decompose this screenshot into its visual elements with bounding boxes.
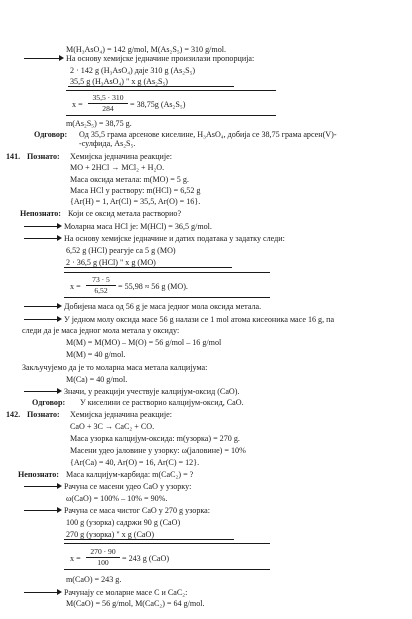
formula-x: x = bbox=[70, 282, 81, 291]
answer-text: Од 35,5 грама арсенове киселине, H₃AsO₄, добија се 38,75 грама арсен(V)- bbox=[79, 130, 337, 139]
text-line: На основу хемијске једначине произилази пропорција: bbox=[66, 54, 255, 63]
problem-number: 141. bbox=[6, 152, 21, 161]
text-line: Хемијска једначина реакције: bbox=[70, 410, 172, 419]
fraction-numerator: 35,5 · 310 bbox=[92, 93, 124, 102]
proportion-line: 100 g (узорка) садржи 90 g (CaO) bbox=[66, 518, 181, 527]
text-line: Рачуна се маса чистог CaO у 270 g узорка: bbox=[64, 506, 211, 515]
equation: CaO + 3C → CaC₂ + CO. bbox=[70, 422, 155, 431]
proportion-line: 270 g (узорка) " x g (CaO) bbox=[66, 530, 155, 539]
arrow-icon bbox=[24, 387, 62, 396]
text-line: Добијена маса од 56 g је маса једног мола оксида метала. bbox=[64, 302, 262, 311]
arrow-icon bbox=[24, 482, 62, 491]
text-line: m(CaO) = 243 g. bbox=[66, 575, 122, 584]
formula-result: = 55,98 ≈ 56 g (MO). bbox=[118, 282, 188, 291]
known-label: Познато: bbox=[27, 152, 60, 161]
text-line: M(M) = 40 g/mol. bbox=[66, 350, 126, 359]
underline bbox=[64, 267, 232, 268]
underline bbox=[64, 539, 234, 540]
proportion-line: 2 · 36,5 g (HCl) " x g (MO) bbox=[66, 258, 156, 267]
equation: MO + 2HCl → MCl₂ + H₂O. bbox=[70, 163, 165, 172]
text-line: Значи, у реакцији учествује калцијум-оксид (CaO). bbox=[64, 387, 240, 396]
proportion-line: 2 · 142 g (H₃AsO₄) даје 310 g (As₂S₅) bbox=[70, 66, 196, 75]
text-line: Маса узорка калцијум-оксида: m(узорка) = 270 g. bbox=[70, 434, 240, 443]
arrow-icon bbox=[24, 54, 64, 63]
formula-x: x = bbox=[70, 554, 81, 563]
text-line: M(CaO) = 56 g/mol, M(CaC₂) = 64 g/mol. bbox=[66, 599, 205, 608]
calc-box-bottom bbox=[64, 297, 270, 298]
text-line: Који се оксид метала растворио? bbox=[68, 209, 182, 218]
arrow-icon bbox=[24, 222, 62, 231]
problem-number: 142. bbox=[6, 410, 21, 419]
fraction-denominator: 284 bbox=[102, 104, 114, 113]
answer-text: -сулфида, As₂S₅. bbox=[79, 139, 136, 148]
formula-x: x = bbox=[72, 100, 83, 109]
arrow-icon bbox=[24, 315, 62, 324]
calc-box-top bbox=[66, 90, 276, 91]
answer-text: У киселини се растворио калцијум-оксид, CaO. bbox=[80, 398, 244, 407]
text-line: Хемијска једначина реакције: bbox=[70, 152, 172, 161]
text-line: Закључујемо да је то моларна маса метала калцијума: bbox=[22, 363, 208, 372]
proportion-line: 35,5 g (H₃AsO₄) " x g (As₂S₅) bbox=[70, 77, 168, 86]
text-line: У једном молу оксида масе 56 g налази се 1 mol атома кисеоника масе 16 g, па bbox=[64, 315, 335, 324]
text-line: {Ar(H) = 1, Ar(Cl) = 35,5, Ar(O) = 16}. bbox=[70, 197, 201, 206]
unknown-label: Непознато: bbox=[18, 470, 59, 479]
answer-label: Одговор: bbox=[34, 130, 68, 139]
text-line: На основу хемијске једначине и датих података у задатку следи: bbox=[64, 234, 285, 243]
text-line: M(Ca) = 40 g/mol. bbox=[66, 375, 128, 384]
fraction-numerator: 73 · 5 bbox=[92, 275, 110, 284]
calc-box-top bbox=[64, 272, 270, 273]
known-label: Познато: bbox=[27, 410, 60, 419]
calc-box-bottom bbox=[64, 569, 270, 570]
arrow-icon bbox=[24, 506, 62, 515]
text-line: Маса HCl у раствору: m(HCl) = 6,52 g bbox=[70, 186, 201, 195]
text-line: ω(CaO) = 100% – 10% = 90%. bbox=[66, 494, 168, 503]
arrow-icon bbox=[24, 302, 62, 311]
text-line: m(As₂S₅) = 38,75 g. bbox=[66, 119, 132, 128]
arrow-icon bbox=[24, 234, 62, 243]
text-line: Масени удео јаловине у узорку: ω(јаловине) = 10% bbox=[70, 446, 246, 455]
text-line: {Ar(Ca) = 40, Ar(O) = 16, Ar(C) = 12}. bbox=[70, 458, 200, 467]
unknown-label: Непознато: bbox=[20, 209, 61, 218]
text-line: Рачунају се моларне масе C и CaC₂: bbox=[64, 588, 188, 597]
fraction-denominator: 6,52 bbox=[94, 286, 108, 295]
fraction-numerator: 270 · 90 bbox=[90, 547, 116, 556]
text-line: Маса оксида метала: m(MO) = 5 g. bbox=[70, 175, 189, 184]
answer-label: Одговор: bbox=[32, 398, 66, 407]
text-line: следи да је маса једног мола метала у оксиду: bbox=[22, 326, 180, 335]
proportion-line: 6,52 g (HCl) реагује са 5 g (MO) bbox=[66, 246, 176, 255]
text-line: Рачуна се масени удео CaO у узорку: bbox=[64, 482, 192, 491]
arrow-icon bbox=[24, 588, 62, 597]
text-line: M(M) = M(MO) – M(O) = 56 g/mol – 16 g/mol bbox=[66, 338, 222, 347]
calc-box-bottom bbox=[66, 115, 276, 116]
text-line: Маса калцијум-карбида: m(CaC₂) = ? bbox=[66, 470, 194, 479]
formula-result: = 38,75g (As₂S₅) bbox=[130, 100, 186, 109]
text-line: Моларна маса HCl је: M(HCl) = 36,5 g/mol. bbox=[64, 222, 212, 231]
text-line: M(H₃AsO₄) = 142 g/mol, M(As₂S₅) = 310 g/mol. bbox=[66, 45, 227, 54]
formula-result: = 243 g (CaO) bbox=[122, 554, 170, 563]
calc-box-top bbox=[64, 543, 270, 544]
underline bbox=[68, 86, 234, 87]
fraction-denominator: 100 bbox=[97, 558, 109, 567]
